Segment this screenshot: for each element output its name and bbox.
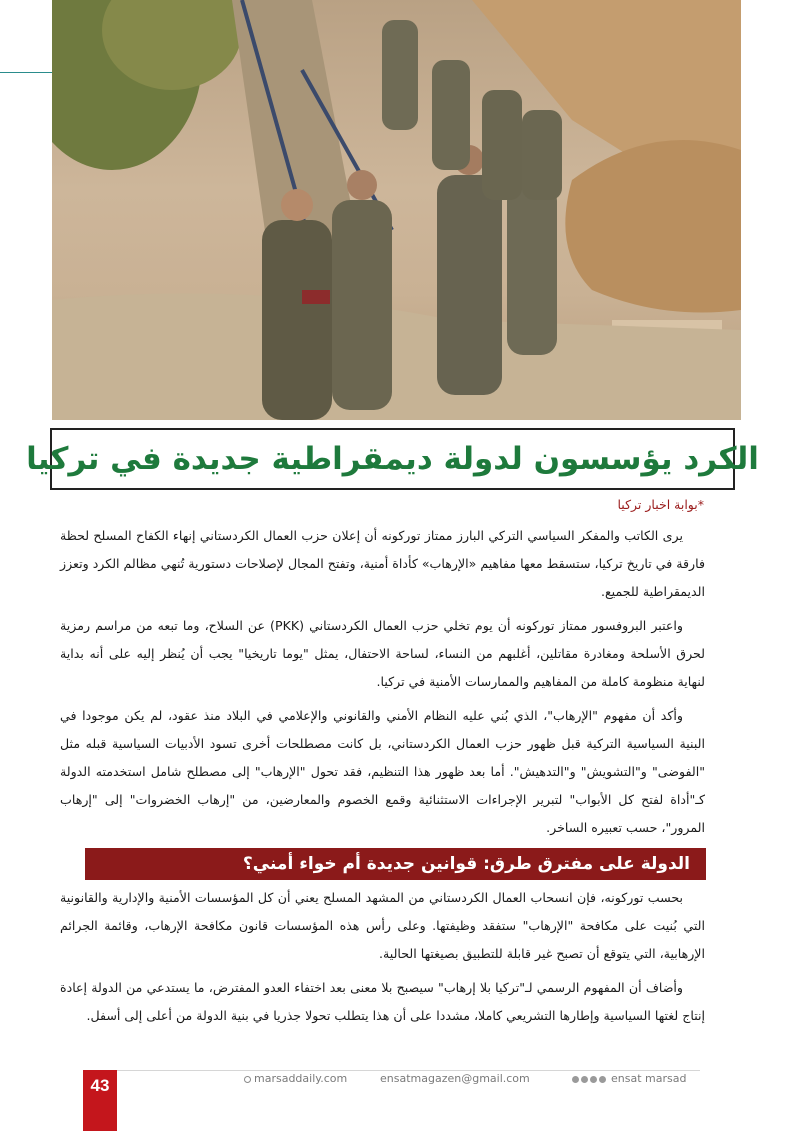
headline-box xyxy=(26,428,759,490)
website-text: marsaddaily.com xyxy=(254,1072,348,1085)
article-body-1 xyxy=(60,522,705,848)
instagram-icon[interactable] xyxy=(599,1076,606,1083)
footer-website[interactable] xyxy=(244,1072,347,1085)
facebook-icon[interactable] xyxy=(572,1076,579,1083)
article-body-2 xyxy=(60,884,705,1036)
section-title: الدولة على مفترق طرق: قوانين جديدة أم خواء أمني؟ xyxy=(242,854,690,874)
hero-photo-illustration xyxy=(52,0,741,420)
paragraph: بحسب توركونه، فإن انسحاب العمال الكردستاني من المشهد المسلح يعني أن كل المؤسسات الأمنية والإدارية والقانونية التي بُنيت على مكافحة "الإرهاب" ستفقد وظيفتها. وعلى رأس هذه المؤسسات قانون مكافحة الإرهاب، وقائمة الجرائم الإرهابية، التي يتوقع أن تصبح غير قابلة للتطبيق بصيغتها الحالية. xyxy=(60,890,705,961)
footer-divider xyxy=(100,1070,700,1071)
twitter-icon[interactable] xyxy=(581,1076,588,1083)
paragraph: وأضاف أن المفهوم الرسمي لـ"تركيا بلا إرهاب" سيصبح بلا معنى بعد اختفاء العدو المفترض، ما يستدعي من الدولة إعادة إنتاج لغتها السياسية وإطارها التشريعي كاملا، مشددا على أن هذا يتطلب تحولا جذريا في بنية الدولة من أعلى إلى أسفل. xyxy=(60,980,705,1023)
teal-accent-rule xyxy=(0,72,52,73)
globe-icon xyxy=(244,1076,251,1083)
youtube-icon[interactable] xyxy=(590,1076,597,1083)
page-number-tab xyxy=(83,1070,117,1131)
article-source: *بوابة اخبار تركيا xyxy=(617,497,704,512)
brand-text: ensat marsad xyxy=(611,1072,687,1085)
paragraph: يرى الكاتب والمفكر السياسي التركي البارز ممتاز توركونه أن إعلان حزب العمال الكردستاني إنهاء الكفاح المسلح لحظة فارقة في تاريخ تركيا، ستسقط معها مفاهيم «الإرهاب» كأداة أمنية، وتفتح المجال لإصلاحات دستورية تُنهي مظالم الكرد وتعزز الديمقراطية للجميع. xyxy=(60,528,705,599)
paragraph: واعتبر البروفسور ممتاز توركونه أن يوم تخلي حزب العمال الكردستاني (PKK) عن السلاح، وما تبعه من مراسم رمزية لحرق الأسلحة ومغادرة مقاتلين، أغلبهم من النساء، لساحة الاحتفال، يمثل "يوما تاريخيا" يجب أن يُنظر إليه على أنه بداية لنهاية منظومة كاملة من المفاهيم والممارسات الأمنية في تركيا. xyxy=(60,618,705,689)
footer-email[interactable]: ensatmagazen@gmail.com xyxy=(380,1072,530,1085)
page-number: 43 xyxy=(90,1076,110,1095)
social-icons xyxy=(572,1076,606,1083)
hero-photo xyxy=(52,0,741,420)
section-heading-bar xyxy=(85,848,706,880)
article-headline: الكرد يؤسسون لدولة ديمقراطية جديدة في تركيا xyxy=(26,441,759,477)
footer-brand xyxy=(572,1072,686,1085)
paragraph: وأكد أن مفهوم "الإرهاب"، الذي بُني عليه النظام الأمني والقانوني والإعلامي في البلاد منذ عقود، لم يكن موجودا في البنية السياسية التركية قبل ظهور حزب العمال الكردستاني، بل كانت مصطلحات أخرى تسود الأدبيات السياسية قبله مثل "الفوضى" و"التشويش" و"التدهيش". أما بعد ظهور هذا التنظيم، فقد تحول "الإرهاب" إلى مصطلح شامل استخدمته الدولة كـ"أداة لفتح كل الأبواب" لتبرير الإجراءات الاستثنائية وقمع الخصوم والمعارضين، من "إرهاب الخضروات" إلى "إرهاب المرور"، حسب تعبيره الساخر. xyxy=(60,708,705,835)
